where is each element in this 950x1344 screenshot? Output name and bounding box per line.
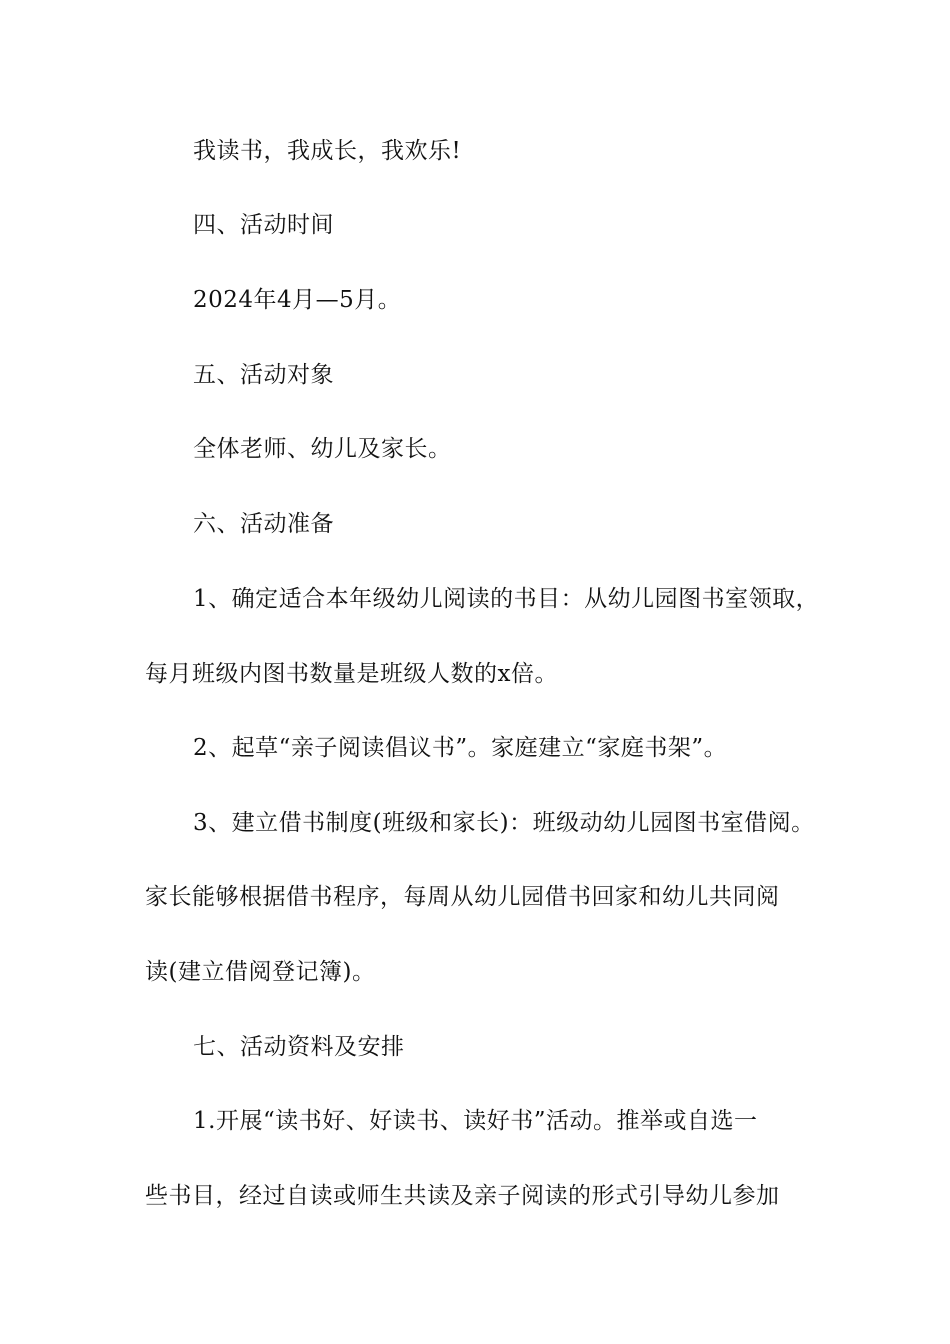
text-line-preparation-3: 3、建立借书制度(班级和家长)：班级动幼儿园图书室借阅。 xyxy=(193,810,815,836)
text-line-activity-time: 2024年4月—5月。 xyxy=(193,287,402,313)
section-heading-activity-preparation: 六、活动准备 xyxy=(193,511,334,537)
text-line-preparation-1-cont: 每月班级内图书数量是班级人数的x倍。 xyxy=(145,661,558,687)
text-line-content-1-cont: 些书目，经过自读或师生共读及亲子阅读的形式引导幼儿参加 xyxy=(145,1183,780,1209)
text-line-slogan: 我读书，我成长，我欢乐! xyxy=(193,138,462,164)
section-heading-activity-content: 七、活动资料及安排 xyxy=(193,1034,405,1060)
section-heading-activity-target: 五、活动对象 xyxy=(193,362,334,388)
section-heading-activity-time: 四、活动时间 xyxy=(193,212,334,238)
text-line-preparation-1: 1、确定适合本年级幼儿阅读的书目：从幼儿园图书室领取， xyxy=(193,586,820,612)
text-line-preparation-3-cont-2: 读(建立借阅登记簿)。 xyxy=(145,959,376,985)
text-line-activity-target: 全体老师、幼儿及家长。 xyxy=(193,436,452,462)
text-line-content-1: 1.开展“读书好、好读书、读好书”活动。推举或自选一 xyxy=(193,1108,758,1134)
text-line-preparation-3-cont-1: 家长能够根据借书程序，每周从幼儿园借书回家和幼儿共同阅 xyxy=(145,884,780,910)
text-line-preparation-2: 2、起草“亲子阅读倡议书”。家庭建立“家庭书架”。 xyxy=(193,735,728,761)
